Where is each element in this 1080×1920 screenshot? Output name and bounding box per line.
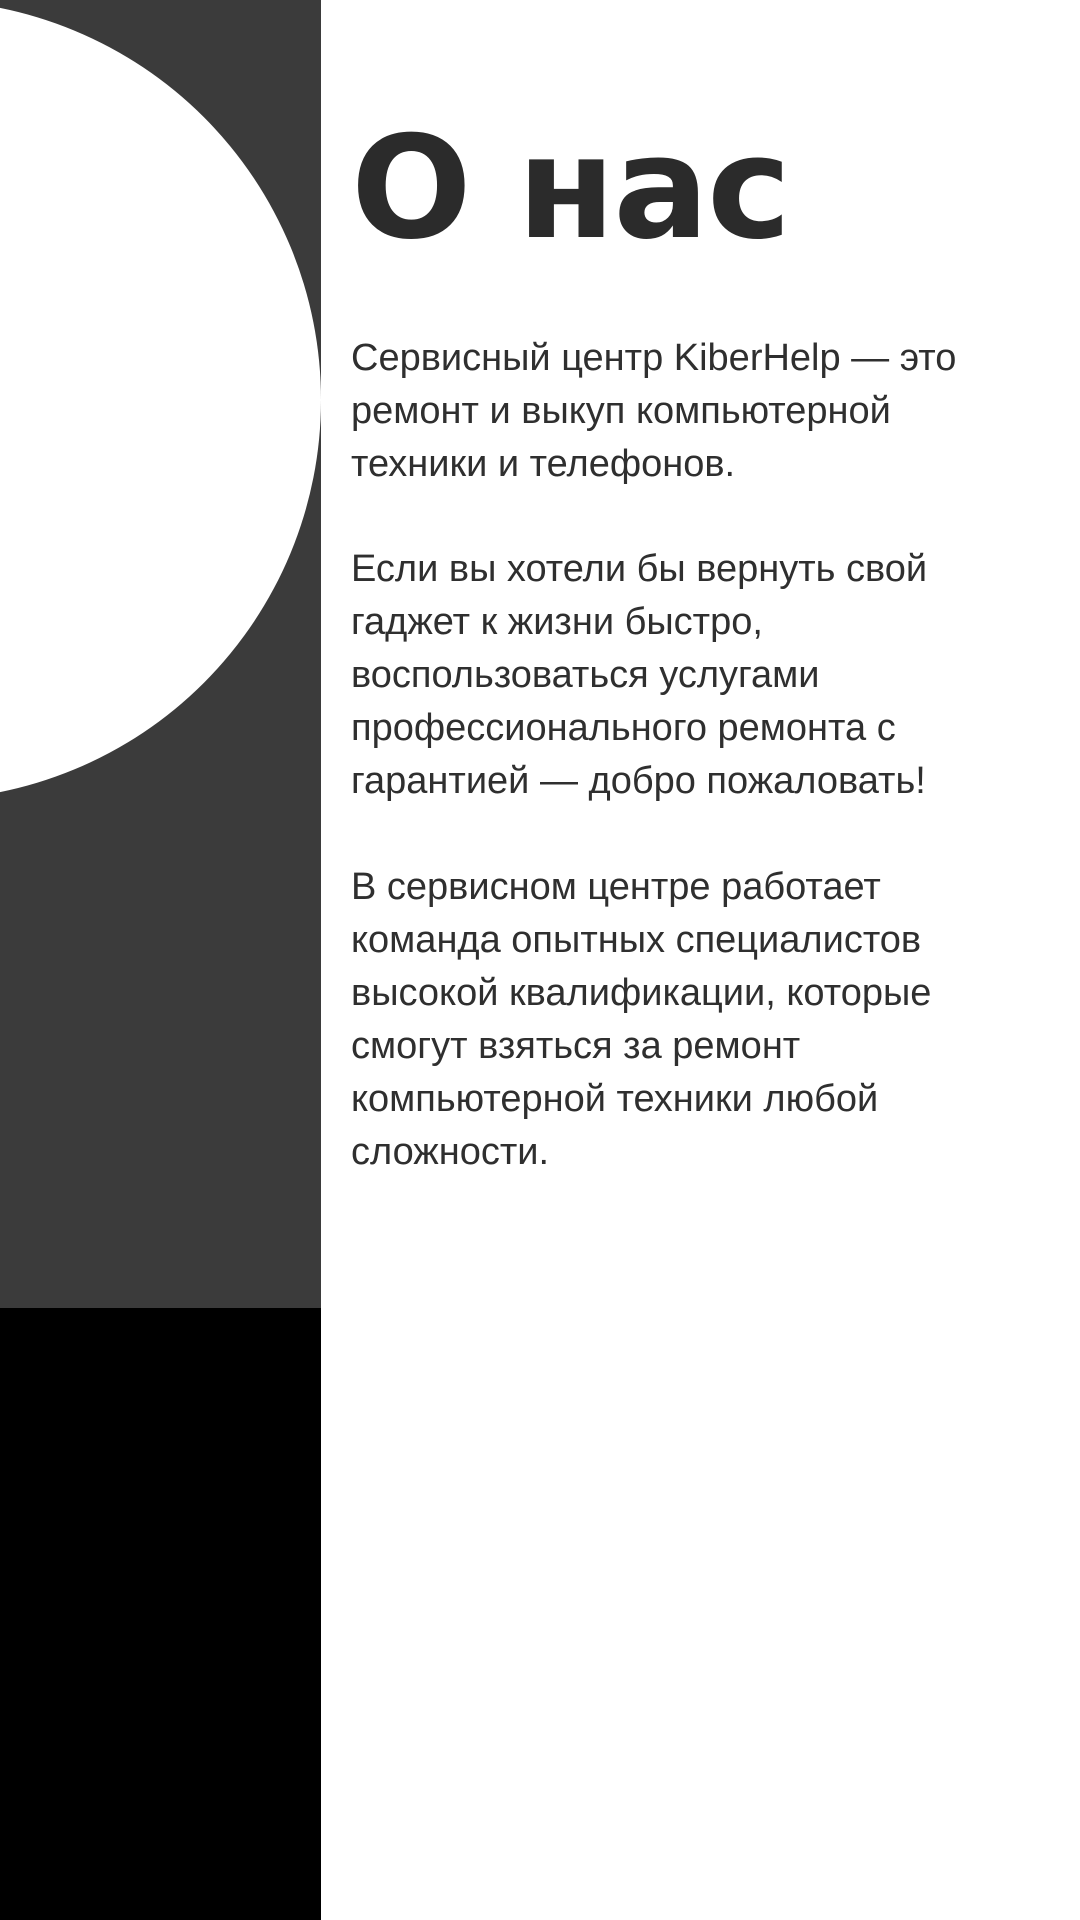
gray-block [0,0,321,1308]
black-block [0,1308,321,1920]
page-title: О нас [351,106,790,271]
about-paragraph-1: Сервисный центр KiberHelp — это ремонт и выкуп компьютерной техники и телефонов. [351,337,957,485]
white-circle-decoration [0,0,321,800]
about-paragraph-3: В сервисном центре работает команда опытных специалистов высокой квалификации, которые смогут взяться за ремонт компьютерной техники любой сложности. [351,866,932,1173]
decorative-side-panel [0,0,321,1920]
about-paragraph-2: Если вы хотели бы вернуть свой гаджет к жизни быстро, воспользоваться услугами профессионального ремонта с гарантией — добро пожаловать! [351,548,928,802]
